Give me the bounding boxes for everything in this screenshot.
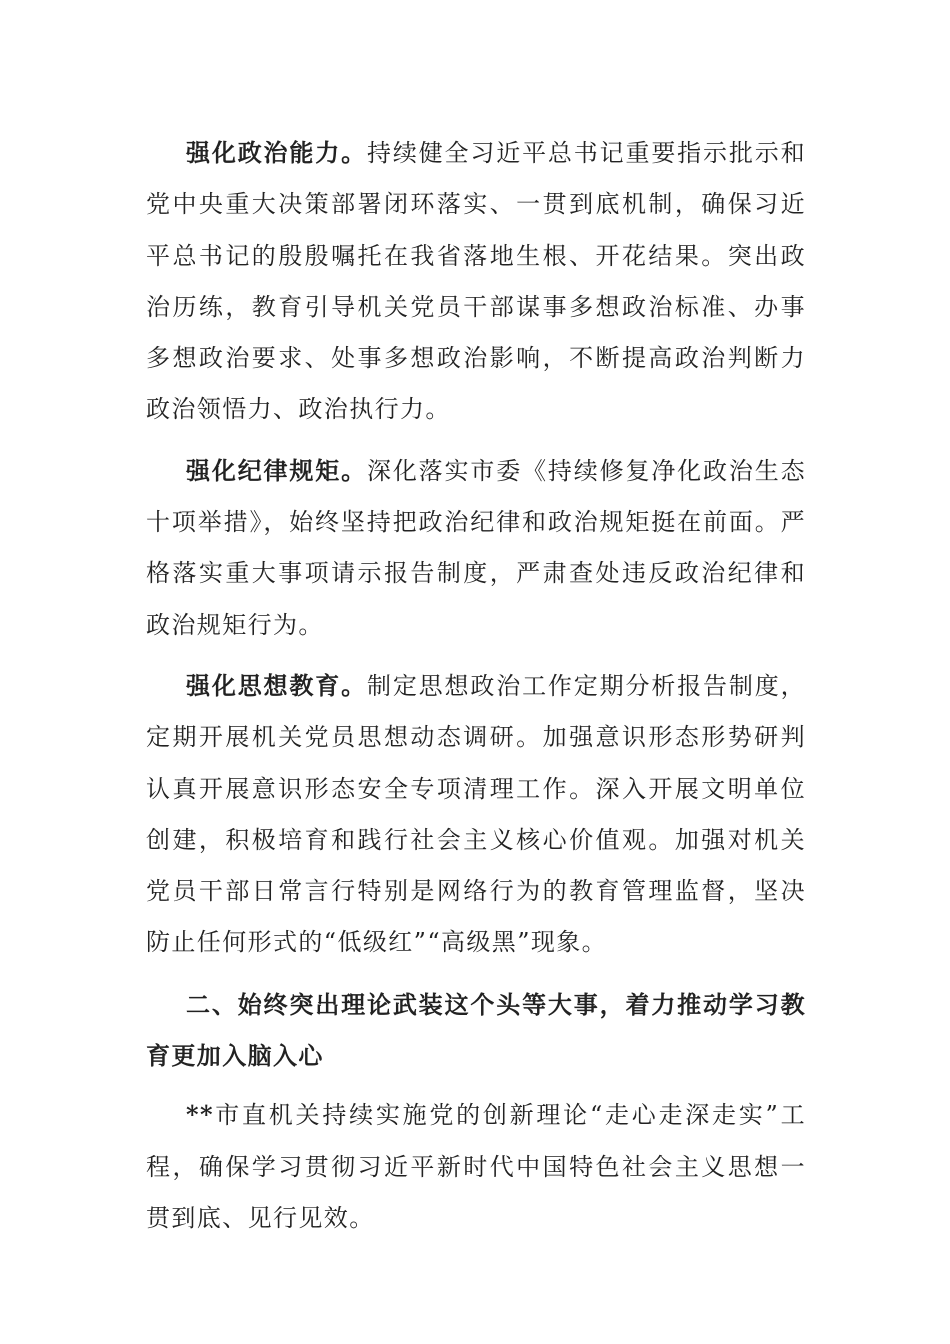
section-heading: 二、始终突出理论武装这个头等大事，着力推动学习教育更加入脑入心: [146, 989, 806, 1071]
paragraph-text: 市直机关持续实施党的创新理论“走心走深走实”工程，确保学习贯彻习近平新时代中国特色社会主义思想一贯到底、见行见效。: [146, 1101, 806, 1232]
paragraph-text: 深化落实市委《持续修复净化政治生态十项举措》，始终坚持把政治纪律和政治规矩挺在前面。严格落实重大事项请示报告制度，严肃查处违反政治纪律和政治规矩行为。: [146, 456, 806, 639]
paragraph-lead: 强化纪律规矩。: [186, 455, 367, 485]
paragraph-lead: 强化政治能力。: [186, 138, 367, 167]
paragraph-lead: **: [186, 1100, 214, 1130]
paragraph-ideological-education: [146, 660, 806, 969]
paragraph-text: 持续健全习近平总书记重要指示批示和党中央重大决策部署闭环落实、一贯到底机制，确保习近平总书记的殷殷嘱托在我省落地生根、开花结果。突出政治历练，教育引导机关党员干部谋事多想政治标准、办事多想政治要求、处事多想政治影响，不断提高政治判断力政治领悟力、政治执行力。: [146, 139, 806, 424]
paragraph-text: 制定思想政治工作定期分析报告制度，定期开展机关党员思想动态调研。加强意识形态形势研判认真开展意识形态安全专项清理工作。深入开展文明单位创建，积极培育和践行社会主义核心价值观。加强对机关党员干部日常言行特别是网络行为的教育管理监督，坚决防止任何形式的“低级红”“高级黑”现象。: [146, 671, 806, 957]
paragraph-discipline-rules: [146, 445, 806, 651]
paragraph-closing: [146, 1089, 806, 1244]
document-body: [146, 127, 806, 1244]
paragraph-lead: 强化思想教育。: [186, 670, 367, 700]
paragraph-political-ability: [146, 127, 806, 436]
